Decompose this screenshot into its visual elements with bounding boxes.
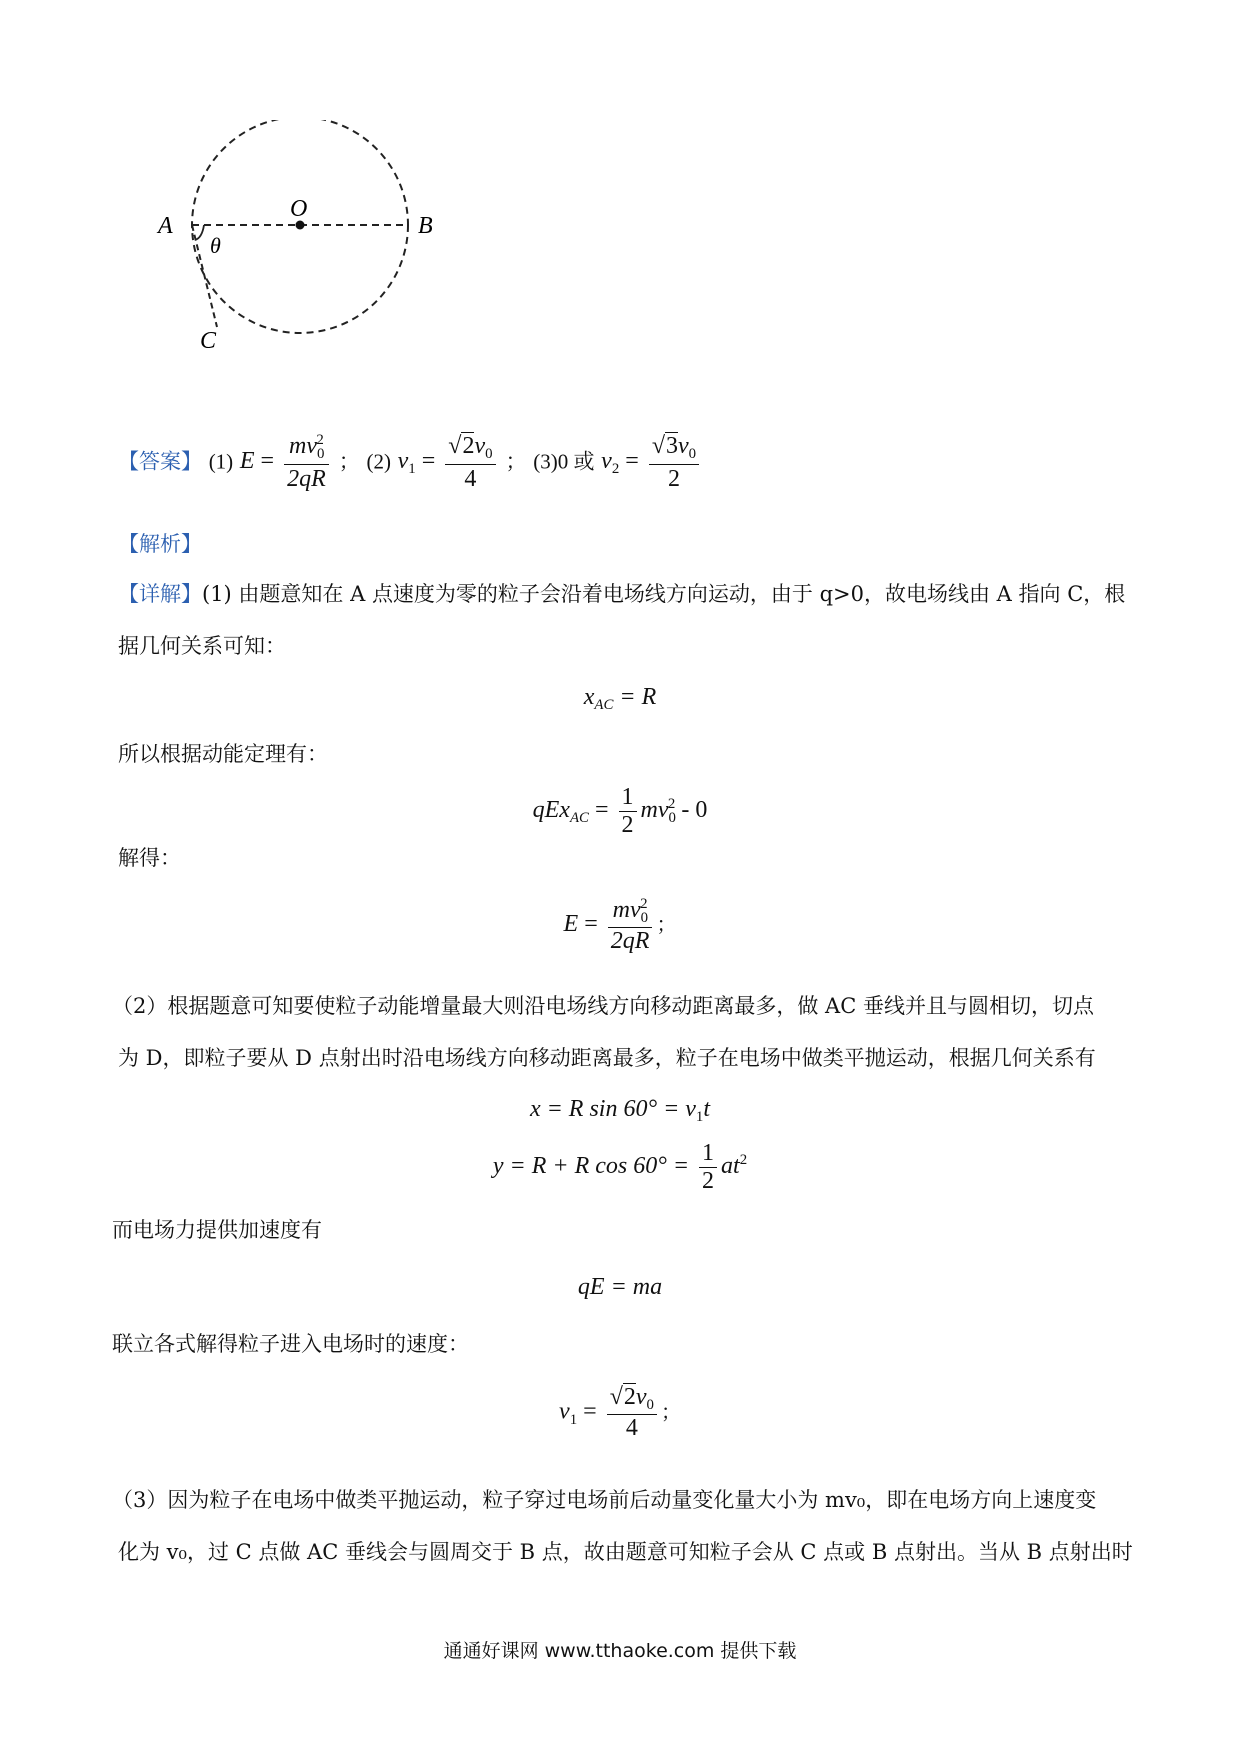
label-B: B [418, 213, 433, 239]
answer-eq1: E = $\frac{mv_0^2}{2qR}$ [240, 448, 339, 474]
answer-tag: 【答案】 [118, 449, 202, 474]
analysis-tag: 【解析】 [118, 532, 202, 556]
answer-part1-label: (1) [208, 449, 234, 474]
answer-eq3: $v_2$ = $\frac{√3v_0}{2}$ [601, 448, 703, 474]
angle-arc [195, 225, 204, 240]
geometry-diagram [140, 120, 460, 390]
answer-line: 【答案】 (1) E = $\frac{mv_0^2}{2qR}$ ； (2) $v_1$ = $\frac{√2v_0}{4}$ ； (3)0 或 $v_2$ = $\frac{√3v_0}{2}$ [118, 432, 703, 494]
paragraph-3-line-1: （3）因为粒子在电场中做类平抛运动，粒子穿过电场前后动量变化量大小为 mv₀，即在电场方向上速度变 [112, 1488, 1097, 1512]
detail-line-1: 【详解】(1) 由题意知在 A 点速度为零的粒子会沿着电场线方向运动，由于 q>0，故电场线由 A 指向 C，根 [118, 582, 1126, 606]
answer-fraction-1: $\frac{mv_0^2}{2qR}$ [284, 432, 329, 494]
equation-E: E = $\frac{mv_0^2}{2qR}$ ； [563, 896, 677, 955]
equation-force: qE = ma [577, 1274, 663, 1300]
equation-x: x = R $\sin 60^\circ = v_1t$ [529, 1096, 711, 1126]
text-solve: 解得： [118, 846, 181, 870]
paragraph-2-line-2: 为 D，即粒子要从 D 点射出时沿电场线方向移动距离最多，粒子在电场中做类平抛运动，根据几何关系有 [118, 1046, 1096, 1070]
answer-eq2: $v_1$ = $\frac{√2v_0}{4}$ [398, 448, 506, 474]
detail-line-2: 据几何关系可知： [118, 634, 286, 658]
answer-part2-label: (2) [366, 449, 391, 474]
page-footer: 通通好课网 www.tthaoke.com 提供下载 [443, 1640, 797, 1662]
text-dynamics: 所以根据动能定理有： [118, 742, 328, 766]
text-combine: 联立各式解得粒子进入电场时的速度： [112, 1332, 469, 1356]
equation-y: y = R + R cos 60° = $\frac{1}{2}$ $at^2$ [492, 1140, 748, 1194]
paragraph-3-line-2: 化为 v₀，过 C 点做 AC 垂线会与圆周交于 B 点，故由题意可知粒子会从 C 点或 B 点射出。当从 B 点射出时 [118, 1540, 1133, 1564]
label-O: O [290, 196, 308, 222]
text-force: 而电场力提供加速度有 [112, 1218, 322, 1242]
equation-v1: $v_1$ = $\frac{√2v_0}{4}$ ； [559, 1384, 681, 1442]
detail-tag: 【详解】 [118, 582, 202, 606]
label-C: C [200, 328, 217, 354]
paragraph-2-line-1: （2）根据题意可知要使粒子动能增量最大则沿电场线方向移动距离最多，做 AC 垂线并且与圆相切，切点 [112, 994, 1094, 1018]
answer-part3-label: (3)0 或 [533, 449, 595, 474]
label-theta: θ [210, 233, 221, 258]
answer-fraction-3: $\frac{√3v_0}{2}$ [649, 432, 699, 494]
label-A: A [158, 213, 173, 239]
answer-fraction-2: $\frac{√2v_0}{4}$ [445, 432, 495, 494]
equation-xac: $x_{AC} = R$ [583, 684, 657, 714]
equation-kinetic-energy: qEx$_{AC}$ = $\frac{1}{2}$ $mv_0^2 - 0$ [532, 784, 708, 838]
